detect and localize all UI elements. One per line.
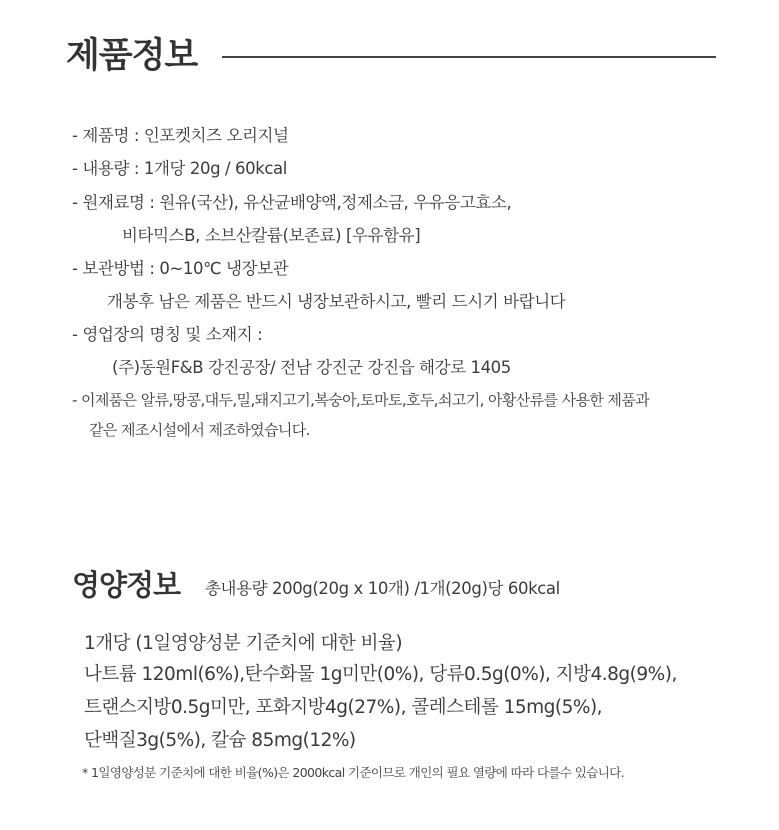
nutrition-info-title: 영양정보 [72,568,181,602]
content-amount-line: - 내용량 : 1개당 20g / 60kcal [72,159,287,178]
ingredients-line: - 원재료명 : 원유(국산), 유산균배양액,정제소금, 우유응고효소, [72,193,512,212]
business-address-line: (주)동원F&B 강진공장/ 전남 강진군 강진읍 해강로 1405 [112,358,511,377]
business-name-line: - 영업장의 명칭 및 소재지 : [72,325,263,344]
nutrition-values-line-3: 단백질3g(5%), 칼슘 85mg(12%) [84,730,356,751]
storage-line: - 보관방법 : 0~10℃ 냉장보관 [72,259,289,278]
nutrition-total-content: 총내용량 200g(20g x 10개) /1개(20g)당 60kcal [205,579,560,598]
ingredients-line-continued: 비타믹스B, 소브산칼륨(보존료) [우유함유] [122,226,421,245]
allergen-notice-line: - 이제품은 알류,땅콩,대두,밀,돼지고기,복숭아,토마토,호두,쇠고기, 아황산류를 사용한 제품과 [72,391,650,409]
allergen-notice-line-continued: 같은 제조시설에서 제조하였습니다. [89,421,310,439]
title-divider [222,56,716,58]
product-name-line: - 제품명 : 인포켓치즈 오리지널 [72,126,289,145]
product-info-title: 제품정보 [66,36,198,76]
nutrition-per-serving-label: 1개당 (1일영양성분 기준치에 대한 비율) [84,633,403,654]
nutrition-values-line-1: 나트륨 120ml(6%),탄수화물 1g미만(0%), 당류0.5g(0%), 지방4.8g(9%), [84,664,677,685]
nutrition-values-line-2: 트랜스지방0.5g미만, 포화지방4g(27%), 콜레스테롤 15mg(5%), [84,697,603,718]
storage-note-line: 개봉후 남은 제품은 반드시 냉장보관하시고, 빨리 드시기 바랍니다 [107,292,566,311]
nutrition-footnote: * 1일영양성분 기준치에 대한 비율(%)은 2000kcal 기준이므로 개인의 필요 열량에 따라 다를수 있습니다. [82,765,625,780]
